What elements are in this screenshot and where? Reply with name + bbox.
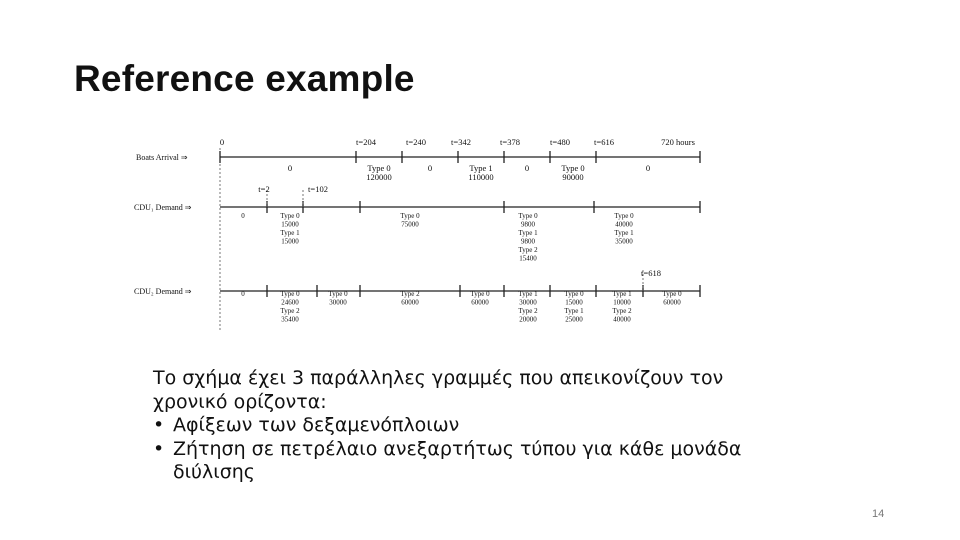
segment-value: 120000 [366, 172, 392, 182]
time-label: t=618 [641, 268, 661, 278]
bullet-text: Αφίξεων των δεξαμενόπλοιων [173, 414, 460, 436]
segment-value: Type 1 [518, 229, 538, 237]
segment-value: Type 0 [662, 290, 682, 298]
segment-value: Type 0 [614, 212, 634, 220]
segment-value: Type 2 [400, 290, 420, 298]
segment-value: 60000 [471, 298, 489, 307]
time-label: 720 hours [661, 137, 695, 147]
segment-value: 15000 [281, 220, 299, 229]
segment-value: 10000 [613, 298, 631, 307]
segment-value: Type 1 [564, 307, 584, 315]
segment-value: 60000 [663, 298, 681, 307]
caption [153, 367, 793, 485]
segment-value: Type 1 [518, 290, 538, 298]
row-label: CDU₁ Demand ⇒ [134, 203, 192, 212]
segment-value: 110000 [468, 172, 494, 182]
segment-value: Type 0 [400, 212, 420, 220]
segment-value: 30000 [329, 298, 347, 307]
time-label: t=2 [258, 184, 270, 194]
bullet-item [153, 438, 793, 485]
segment-value: Type 0 [564, 290, 584, 298]
segment-value: 0 [427, 163, 433, 173]
segment-value: 75000 [401, 220, 419, 229]
segment-value: 0 [645, 163, 651, 173]
segment-value: 90000 [562, 172, 584, 182]
time-label: t=240 [406, 137, 426, 147]
segment-value: 15400 [519, 254, 537, 263]
time-label: t=342 [451, 137, 471, 147]
bullet-text: Ζήτηση σε πετρέλαιο ανεξαρτήτως τύπου για κάθε μονάδα διύλισης [173, 437, 742, 483]
segment-value: Type 1 [469, 163, 493, 173]
time-label: t=102 [308, 184, 328, 194]
timeline-figure [130, 130, 710, 335]
bullet-item [153, 414, 793, 438]
segment-value: Type 2 [518, 307, 538, 315]
bullet-icon: • [153, 437, 165, 460]
time-label: t=480 [550, 137, 570, 147]
row-label: CDU₂ Demand ⇒ [134, 287, 192, 296]
segment-value: Type 1 [612, 290, 632, 298]
segment-value: Type 0 [328, 290, 348, 298]
segment-value: Type 0 [470, 290, 490, 298]
timeline-diagram [130, 130, 710, 335]
segment-value: 9800 [521, 237, 535, 246]
segment-value: Type 2 [280, 307, 300, 315]
segment-value: 0 [524, 163, 530, 173]
segment-value: Type 0 [561, 163, 585, 173]
segment-value: Type 0 [367, 163, 391, 173]
segment-value: 0 [241, 290, 245, 298]
segment-value: 15000 [281, 237, 299, 246]
segment-value: 0 [287, 163, 293, 173]
segment-value: 9800 [521, 220, 535, 229]
segment-value: 35400 [281, 315, 299, 324]
segment-value: 15000 [565, 298, 583, 307]
segment-value: Type 1 [280, 229, 300, 237]
segment-value: 30000 [519, 298, 537, 307]
segment-value: 60000 [401, 298, 419, 307]
segment-value: Type 0 [280, 212, 300, 220]
page-number: 14 [872, 508, 885, 520]
row-label: Boats Arrival ⇒ [136, 153, 188, 162]
segment-value: Type 0 [280, 290, 300, 298]
segment-value: 25000 [565, 315, 583, 324]
segment-value: Type 1 [614, 229, 634, 237]
segment-value: Type 2 [612, 307, 632, 315]
time-label: t=616 [594, 137, 614, 147]
segment-value: Type 0 [518, 212, 538, 220]
segment-value: 20000 [519, 315, 537, 324]
segment-value: 35000 [615, 237, 633, 246]
segment-value: 0 [241, 212, 245, 220]
segment-value: Type 2 [518, 246, 538, 254]
segment-value: 40000 [615, 220, 633, 229]
segment-value: 40000 [613, 315, 631, 324]
time-label: 0 [219, 137, 225, 147]
caption-intro: Το σχήμα έχει 3 παράλληλες γραμμές που απεικονίζουν τον χρονικό ορίζοντα: [153, 367, 724, 413]
bullet-icon: • [153, 414, 165, 436]
segment-value: 24600 [281, 298, 299, 307]
time-label: t=378 [500, 137, 520, 147]
time-label: t=204 [356, 137, 376, 147]
slide-title: Reference example [74, 58, 415, 99]
